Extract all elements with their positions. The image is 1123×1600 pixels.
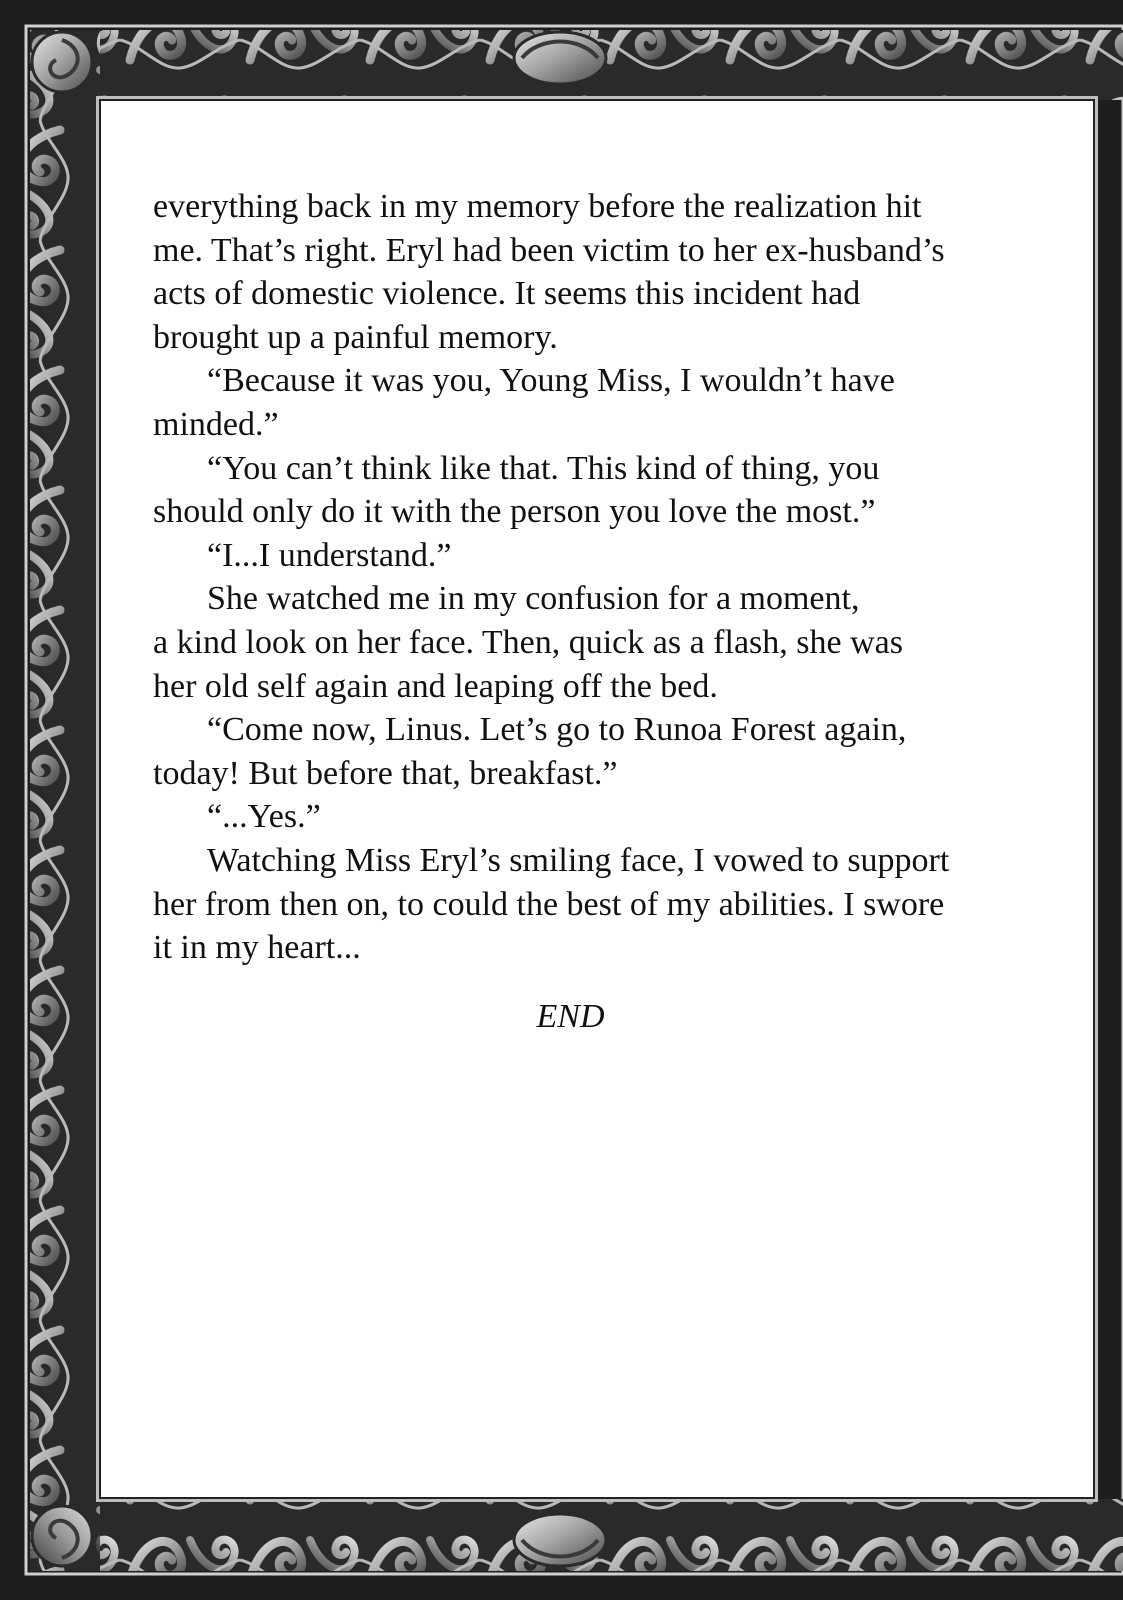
text-line: me. That’s right. Eryl had been victim to her ex-husband’s [153, 231, 945, 269]
text-line: her old self again and leaping off the bed. [153, 667, 718, 705]
text-line: “...Yes.” [207, 798, 321, 836]
text-line: it in my heart... [153, 929, 361, 967]
text-line: Watching Miss Eryl’s smiling face, I vowed to support [207, 841, 950, 879]
text-line: minded.” [153, 405, 279, 443]
text-line: She watched me in my confusion for a moment, [207, 580, 860, 618]
text-line: “You can’t think like that. This kind of thing, you [207, 449, 880, 487]
text-line: acts of domestic violence. It seems this incident had [153, 275, 861, 313]
text-line: “I...I understand.” [207, 536, 452, 574]
text-line: everything back in my memory before the realization hit [153, 188, 922, 225]
story-text [153, 185, 1013, 970]
text-line: should only do it with the person you love the most.” [153, 493, 876, 531]
text-line: a kind look on her face. Then, quick as a flash, she was [153, 623, 903, 661]
text-line: “Come now, Linus. Let’s go to Runoa Forest again, [207, 711, 907, 749]
end-label: END [536, 998, 605, 1035]
text-line: brought up a painful memory. [153, 318, 558, 356]
text-line: today! But before that, breakfast.” [153, 754, 618, 792]
text-line: her from then on, to could the best of my abilities. I swore [153, 885, 945, 923]
text-line: “Because it was you, Young Miss, I wouldn’t have [207, 362, 895, 400]
